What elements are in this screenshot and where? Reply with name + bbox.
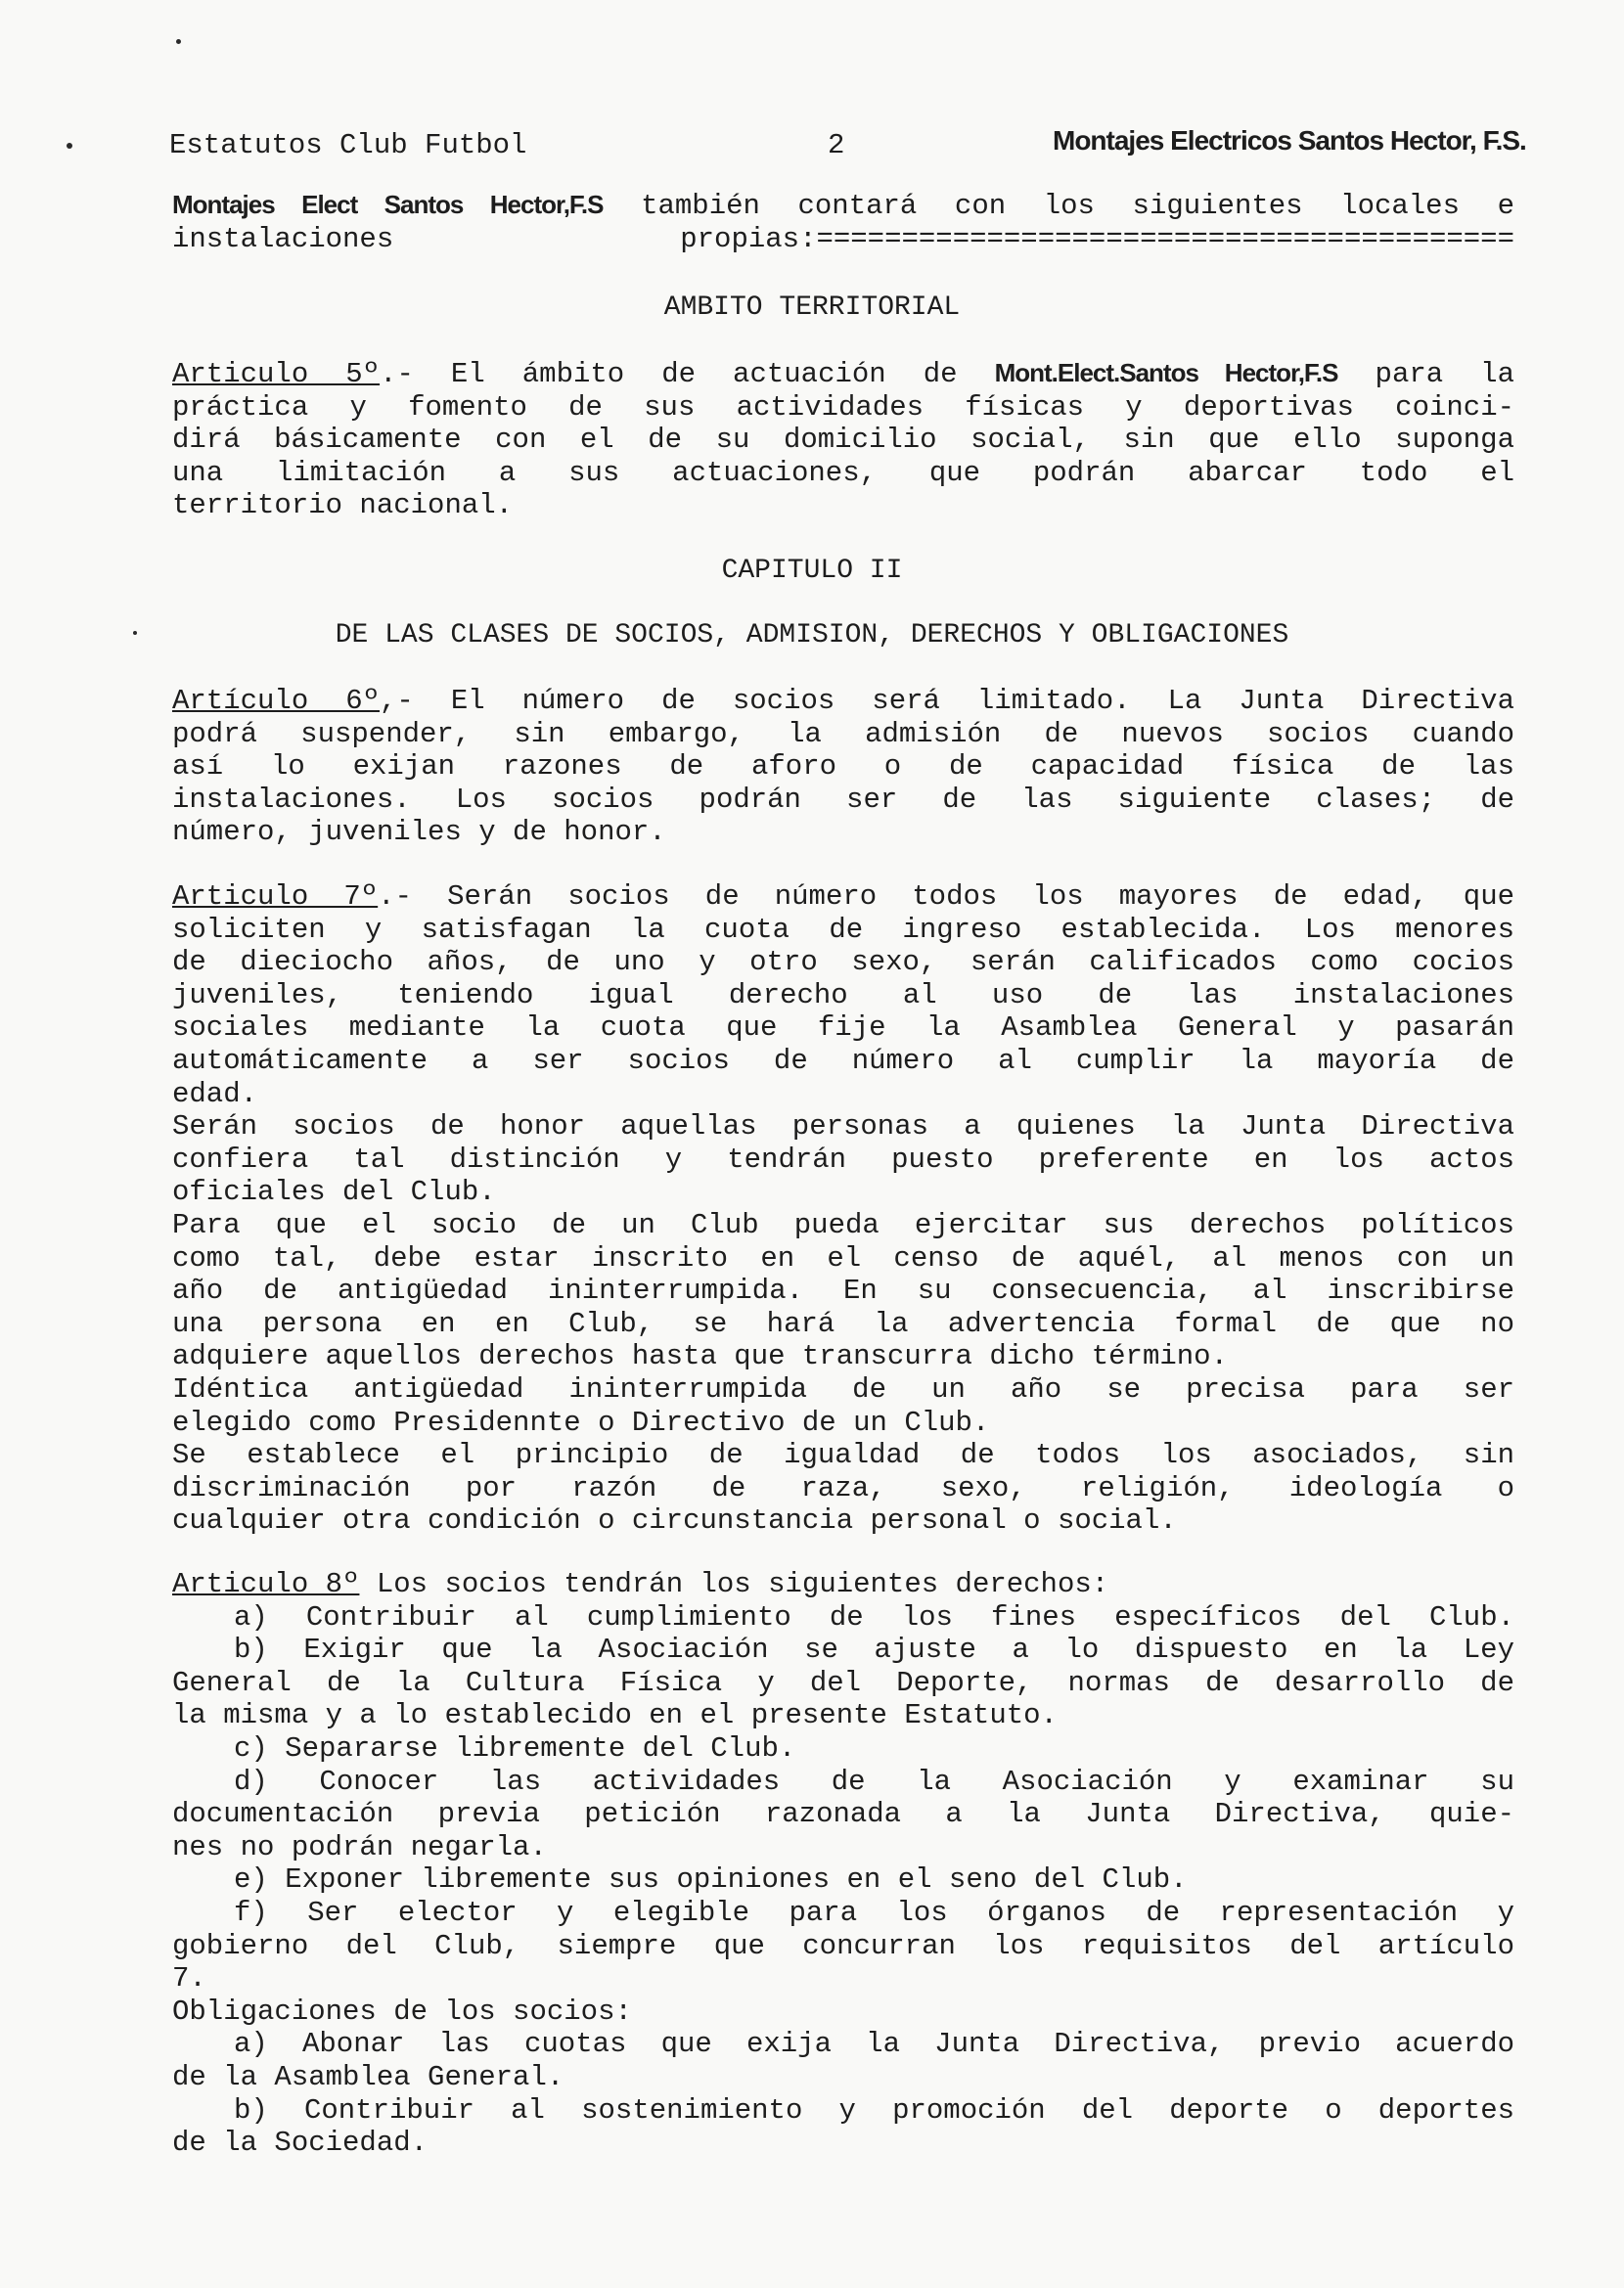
article-line: General de la Cultura Física y del Deporte, normas de desarrollo de	[172, 1666, 1514, 1699]
article-label: Articulo 5º	[172, 358, 381, 390]
article-line: número, juveniles y de honor.	[172, 816, 666, 849]
list-item: f) Ser elector y elegible para los órganos de representación y	[234, 1896, 1514, 1929]
article-line: territorio nacional.	[172, 489, 514, 522]
article-line: soliciten y satisfagan la cuota de ingreso establecida. Los menores	[172, 913, 1514, 946]
list-item: b) Contribuir al sostenimiento y promoción del deporte o deportes	[234, 2093, 1514, 2127]
article-line: instalaciones. Los socios podrán ser de las siguiente clases; de	[172, 783, 1514, 816]
club-name-header: Montajes Electricos Santos Hector, F.S.	[1053, 125, 1526, 156]
article-line: como tal, debe estar inscrito en el censo de aquél, al menos con un	[172, 1241, 1514, 1275]
article-line: documentación previa petición razonada a la Junta Directiva, quie-	[172, 1798, 1514, 1831]
club-short-name: Montajes Elect Santos Hector,F.S	[172, 190, 604, 219]
article-line: edad.	[172, 1077, 258, 1110]
article-line: discriminación por razón de raza, sexo, religión, ideología o	[172, 1471, 1514, 1504]
chapter-title: CAPITULO II	[721, 556, 903, 586]
article-line: la misma y a lo establecido en el presente Estatuto.	[172, 1699, 1058, 1732]
list-item: b) Exigir que la Asociación se ajuste a lo dispuesto en la Ley	[234, 1634, 1514, 1667]
article-label: Artículo 6º	[172, 685, 381, 717]
article-8	[172, 1568, 1514, 2160]
article-line: adquiere aquellos derechos hasta que transcurra dicho término.	[172, 1340, 1228, 1373]
article-line: gobierno del Club, siempre que concurran los requisitos del artículo	[172, 1929, 1514, 1962]
article-line: sociales mediante la cuota que fije la Asamblea General y pasarán	[172, 1011, 1514, 1045]
page-number: 2	[828, 129, 845, 161]
article-label: Articulo 8º	[172, 1568, 360, 1600]
article-line: elegido como Presidennte o Directivo de un Club.	[172, 1406, 990, 1439]
article-line: juveniles, teniendo igual derecho al uso de las instalaciones	[172, 978, 1514, 1011]
article-line: Articulo 5º.- El ámbito de actuación de Mont.Elect.Santos Hector,F.S para la	[172, 358, 1514, 390]
document-title: Estatutos Club Futbol	[169, 129, 527, 161]
obligations-heading: Obligaciones de los socios:	[172, 1995, 632, 2028]
scan-speck	[67, 143, 72, 149]
article-line: automáticamente a ser socios de número al cumplir la mayoría de	[172, 1044, 1514, 1077]
intro-line: instalaciones propias:=========================================	[172, 222, 1514, 255]
scan-speck	[176, 39, 181, 44]
article-line: una limitación a sus actuaciones, que podrán abarcar todo el	[172, 456, 1514, 489]
article-line: año de antigüedad ininterrumpida. En su consecuencia, al inscribirse	[172, 1275, 1514, 1308]
article-5	[172, 357, 1514, 522]
article-line: de la Sociedad.	[172, 2127, 429, 2160]
chapter-subtitle: DE LAS CLASES DE SOCIOS, ADMISION, DERECHOS Y OBLIGACIONES	[335, 620, 1289, 651]
article-line: Articulo 7º.- Serán socios de número todos los mayores de edad, que	[172, 880, 1515, 913]
article-line: así lo exijan razones de aforo o de capacidad física de las	[172, 750, 1514, 784]
article-line: de la Asamblea General.	[172, 2060, 564, 2093]
article-line: Para que el socio de un Club pueda ejercitar sus derechos políticos	[172, 1208, 1514, 1241]
list-item: a) Contribuir al cumplimiento de los fines específicos del Club.	[234, 1600, 1514, 1634]
article-line: Se establece el principio de igualdad de todos los asociados, sin	[172, 1439, 1514, 1472]
list-item: e) Exponer libremente sus opiniones en el seno del Club.	[234, 1863, 1188, 1897]
article-line: de dieciocho años, de uno y otro sexo, serán calificados como cocios	[172, 946, 1514, 979]
list-item: d) Conocer las actividades de la Asociación y examinar su	[234, 1765, 1514, 1798]
section-heading-ambito: AMBITO TERRITORIAL	[663, 292, 961, 323]
article-6	[172, 685, 1514, 849]
article-line: Serán socios de honor aquellas personas a quienes la Junta Directiva	[172, 1110, 1514, 1144]
article-7	[172, 880, 1514, 1538]
intro-line: Montajes Elect Santos Hector,F.S también contará con los siguientes locales e	[172, 190, 1514, 222]
list-item: c) Separarse libremente del Club.	[234, 1731, 796, 1765]
intro-paragraph	[172, 189, 1514, 255]
article-line: podrá suspender, sin embargo, la admisión de nuevos socios cuando	[172, 717, 1514, 750]
list-item: a) Abonar las cuotas que exija la Junta Directiva, previo acuerdo	[234, 2028, 1514, 2061]
article-line: 7.	[172, 1962, 206, 1996]
article-line: Articulo 8º Los socios tendrán los siguientes derechos:	[172, 1568, 1109, 1600]
club-short-name: Mont.Elect.Santos Hector,F.S	[994, 358, 1338, 387]
article-line: confiera tal distinción y tendrán puesto preferente en los actos	[172, 1143, 1514, 1176]
article-line: cualquier otra condición o circunstancia personal o social.	[172, 1504, 1177, 1538]
article-line: nes no podrán negarla.	[172, 1830, 547, 1863]
article-line: una persona en en Club, se hará la advertencia formal de que no	[172, 1307, 1514, 1340]
article-line: dirá básicamente con el de su domicilio social, sin que ello suponga	[172, 424, 1514, 457]
article-line: práctica y fomento de sus actividades físicas y deportivas coinci-	[172, 390, 1514, 424]
article-line: oficiales del Club.	[172, 1176, 496, 1209]
article-line: Artículo 6º,- El número de socios será limitado. La Junta Directiva	[172, 685, 1514, 717]
article-line: Idéntica antigüedad ininterrumpida de un año se precisa para ser	[172, 1372, 1514, 1406]
article-label: Articulo 7º	[172, 880, 379, 913]
